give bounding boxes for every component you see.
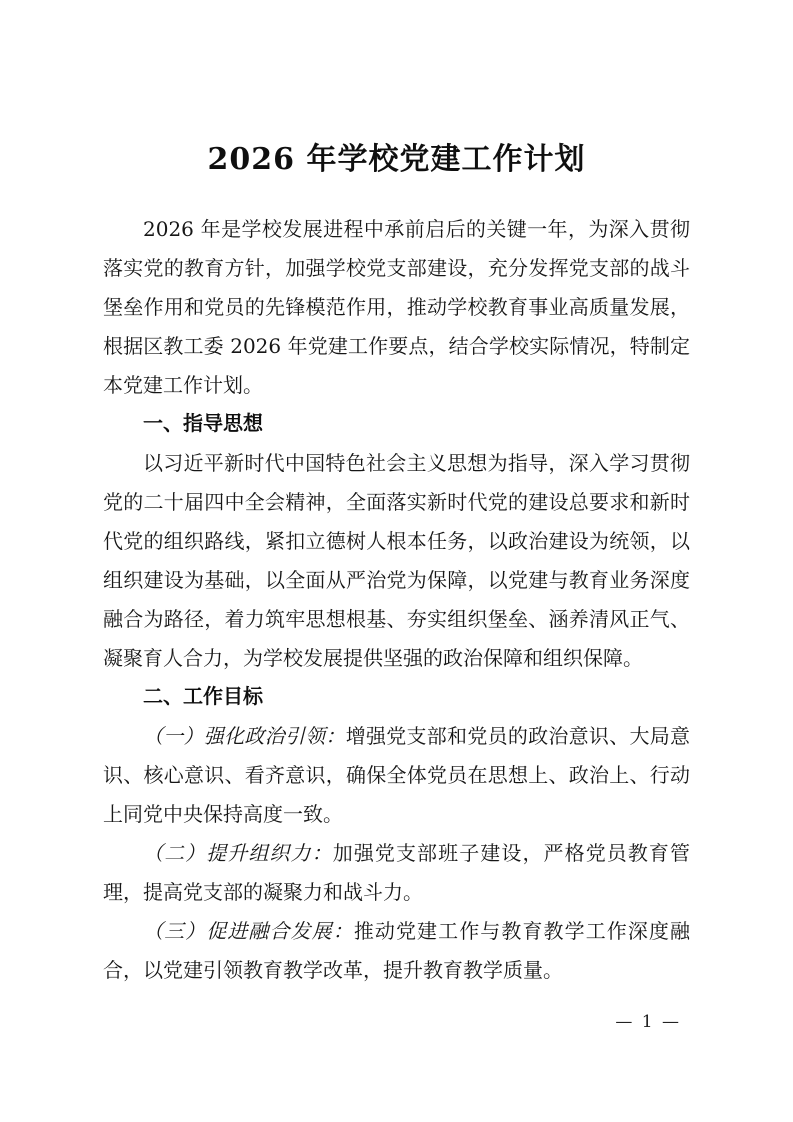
section-1-heading: 一、指导思想 [143,413,263,435]
goal-item-2-label: （二）提升组织力： [143,841,333,865]
section-2-heading: 二、工作目标 [143,686,263,708]
intro-paragraph: 2026 年是学校发展进程中承前启后的关键一年，为深入贯彻落实党的教育方针，加强学校党支部建设，充分发挥党支部的战斗堡垒作用和党员的先锋模范作用，推动学校教育事业高质量发展，根据区教工委 2026 年党建工作要点，结合学校实际情况，特制定本党建工作计划。 [103,217,690,397]
goal-item-2-text: 加强党支部班子建设，严格党员教育管理，提高党支部的凝聚力和战斗力。 [103,841,691,904]
document-content [103,138,690,990]
goal-item-1-text: 增强党支部和党员的政治意识、大局意识、核心意识、看齐意识，确保全体党员在思想上、政治上、行动上同党中央保持高度一致。 [103,724,691,826]
goal-item-2 [103,834,690,912]
goal-item-3 [103,912,690,990]
document-title: 2026 年学校党建工作计划 [207,142,586,177]
goal-item-1-label: （一）强化政治引领： [143,724,346,748]
goal-item-3-label: （三）促进融合发展： [143,919,354,943]
goal-item-1 [103,717,690,834]
goal-item-3-text: 推动党建工作与教育教学工作深度融合，以党建引领教育教学改革，提升教育教学质量。 [103,919,691,982]
page-number: — 1 — [615,1012,681,1032]
section-1-body: 以习近平新时代中国特色社会主义思想为指导，深入学习贯彻党的二十届四中全会精神，全面落实新时代党的建设总要求和新时代党的组织路线，紧扣立德树人根本任务，以政治建设为统领，以组织建设为基础，以全面从严治党为保障，以党建与教育业务深度融合为路径，着力筑牢思想根基、夯实组织堡垒、涵养清风正气、凝聚育人合力，为学校发展提供坚强的政治保障和组织保障。 [103,451,690,670]
